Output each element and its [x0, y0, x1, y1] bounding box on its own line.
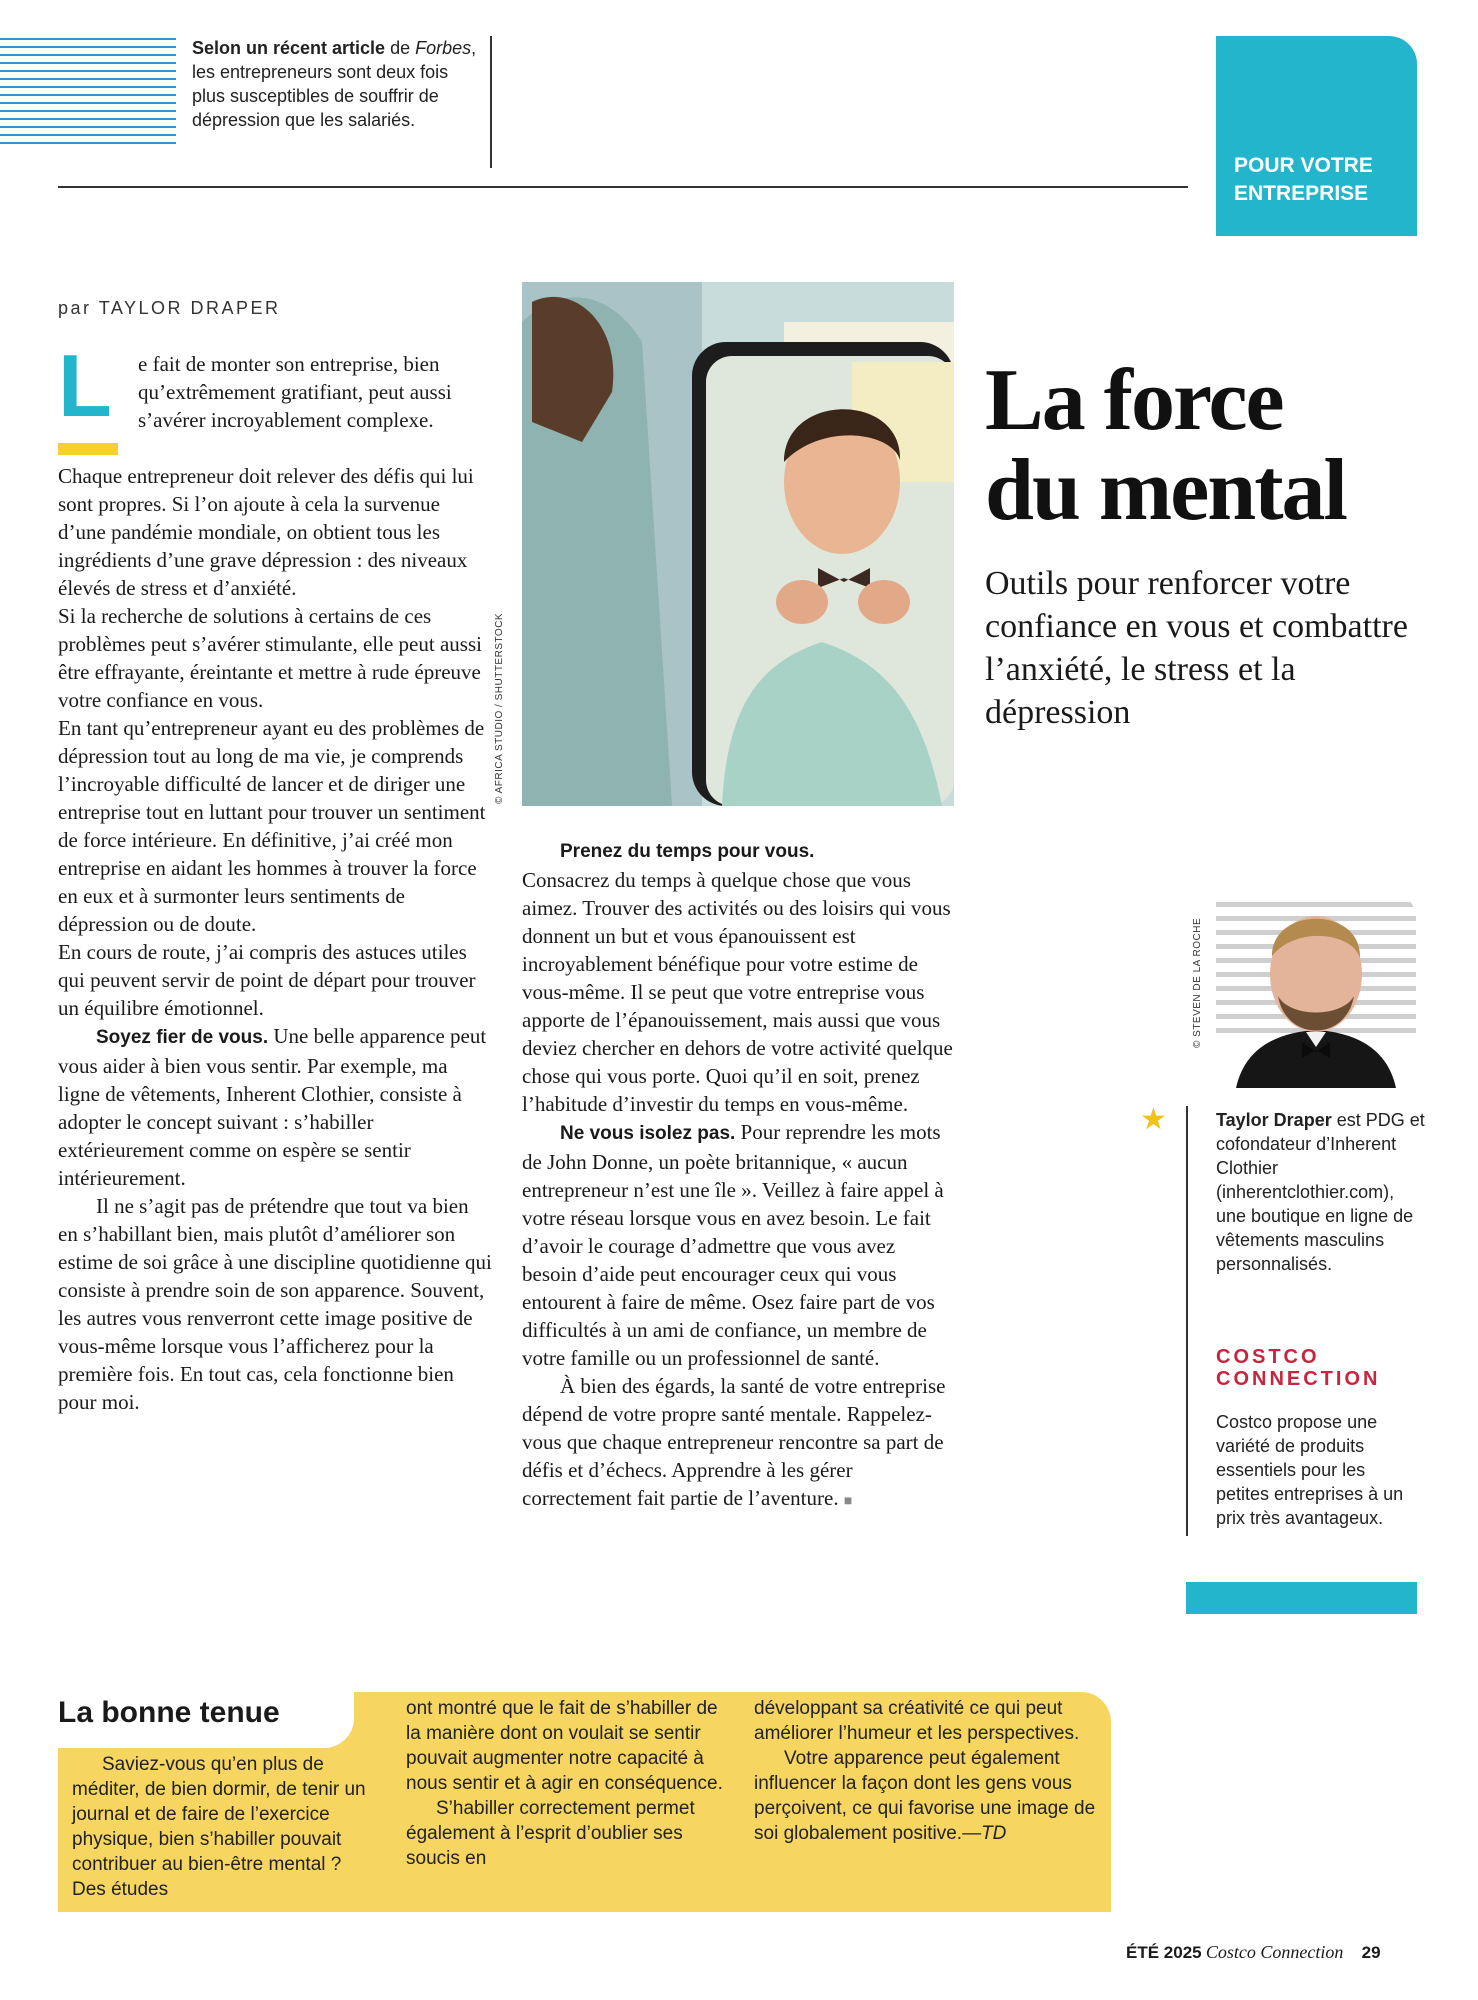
paragraph: Ne vous isolez pas. Pour reprendre les mots de John Donne, un poète britannique, « aucun entrepreneur n’est une île ». Veillez à faire appel à votre réseau lorsque vous en avez besoin. Le fait d’avoir le courage d’admettre que vous avez besoin d’aide peut encourager ceux qui vous entourent à faire de même. Osez faire part de vos difficultés à un ami de confiance, un membre de votre famille ou un professionnel de santé.	[522, 1120, 944, 1370]
page-number: 29	[1361, 1943, 1381, 1962]
article-photo	[522, 282, 954, 806]
costco-connection-text: Costco propose une variété de produits essentiels pour les petites entreprises à un prix très avantageux.	[1216, 1412, 1404, 1528]
magazine-name: Costco Connection	[1205, 1942, 1344, 1962]
signature: TD	[981, 1823, 1007, 1844]
issue-season: ÉTÉ 2025	[1126, 1943, 1202, 1962]
paragraph: Consacrez du temps à quelque chose que vous aimez. Trouver des activités ou des loisirs qui vous donnent un but et vous épanouissent est incroyablement bénéfique pour votre estime de vous-même. Il se peut que votre entreprise vous apporte de l’épanouissement, mais aussi que vous deviez chercher en dehors de votre activité quelque chose qui vous porte. Quoi qu’il en soit, prenez l’habitude d’investir du temps en vous-même.	[522, 868, 953, 1116]
tip-heading: Ne vous isolez pas.	[560, 1123, 736, 1144]
paragraph: En tant qu’entrepreneur ayant eu des problèmes de dépression tout au long de ma vie, je comprends l’incroyable difficulté de lancer et de diriger une entreprise tout en luttant pour trouver un sentiment de force intérieure. En définitive, j’ai créé mon entreprise en aidant les hommes à trouver la force en eux et à surmonter leurs sentiments de dépression ou de doute.	[58, 716, 486, 936]
end-mark: ■	[843, 1494, 853, 1509]
paragraph: En cours de route, j’ai compris des astuces utiles qui peuvent servir de point de départ pour trouver un équilibre émotionnel.	[58, 940, 476, 1020]
decorative-bar	[1186, 1582, 1417, 1614]
paragraph: ont montré que le fait de s’habiller de la manière dont on voulait se sentir pouvait augmenter notre capacité à nous sentir et à agir en conséquence.	[406, 1698, 723, 1794]
paragraph: Soyez fier de vous. Une belle apparence peut vous aider à bien vous sentir. Par exemple, ma ligne de vêtements, Inherent Clothier, consiste à adopter le concept suivant : s’habiller extérieurement comme on espère se sentir intérieurement.	[58, 1024, 487, 1190]
paragraph: Si la recherche de solutions à certains de ces problèmes peut s’avérer stimulante, elle peut aussi être effrayante, éreintante et mettre à rude épreuve votre confiance en vous.	[58, 604, 482, 712]
star-icon: ★	[1140, 1103, 1167, 1136]
article-column-1	[58, 462, 492, 1416]
author-portrait	[1216, 892, 1416, 1088]
section-tab-label: POUR VOTRE ENTREPRISE	[1234, 154, 1373, 205]
tip-heading: Soyez fier de vous.	[96, 1027, 269, 1048]
sidebar-title: La bonne tenue	[58, 1696, 280, 1729]
paragraph: À bien des égards, la santé de votre entreprise dépend de votre propre santé mentale. Rappelez-vous que chaque entrepreneur rencontre sa part de défis et d’échecs. Apprendre à les gérer correctement fait partie de l’aventure. ■	[522, 1374, 946, 1510]
divider	[58, 186, 1188, 188]
article-subtitle: Outils pour renforcer votre confiance en vous et combattre l’anxiété, le stress et la dépression	[985, 565, 1408, 731]
svg-text:L: L	[58, 350, 112, 420]
divider	[1186, 1106, 1188, 1536]
paragraph: S’habiller correctement permet également à l’esprit d’oublier ses soucis en	[406, 1798, 695, 1869]
dropcap-bar	[58, 443, 118, 455]
sidebar-column-3	[754, 1696, 1099, 1846]
author-name: Taylor Draper	[1216, 1110, 1332, 1130]
photo-credit: © AFRICA STUDIO / SHUTTERSTOCK	[494, 612, 505, 804]
article-title: La force du mental	[985, 352, 1346, 539]
paragraph: Chaque entrepreneur doit relever des défis qui lui sont propres. Si l’on ajoute à cela la survenue d’une pandémie mondiale, on obtient tous les ingrédients d’une grave dépression : des niveaux élevés de stress et d’anxiété.	[58, 464, 474, 600]
costco-connection-heading: COSTCO CONNECTION	[1216, 1346, 1381, 1390]
author-bio: Taylor Draper est PDG et cofondateur d’Inherent Clothier (inherentclothier.com), une boutique en ligne de vêtements masculins personnalisés.	[1216, 1110, 1425, 1274]
sidebar-column-2	[406, 1696, 736, 1871]
paragraph: Votre apparence peut également influencer la façon dont les gens vous perçoivent, ce qui favorise une image de soi globalement positive.—TD	[754, 1748, 1096, 1844]
paragraph: développant sa créativité ce qui peut améliorer l’humeur et les perspectives.	[754, 1698, 1080, 1744]
tip-heading: Prenez du temps pour vous.	[560, 841, 815, 862]
article-intro: e fait de monter son entreprise, bien qu’extrêmement gratifiant, peut aussi s’avérer incroyablement complexe.	[138, 352, 452, 432]
paragraph: Il ne s’agit pas de prétendre que tout va bien en s’habillant bien, mais plutôt d’améliorer son estime de soi grâce à une discipline quotidienne qui consiste à prendre soin de son apparence. Souvent, les autres vous renverront cette image positive de vous-même lorsque vous l’afficherez pour la première fois. En tout cas, cela fonctionne bien pour moi.	[58, 1194, 492, 1414]
decorative-lines	[0, 38, 176, 150]
paragraph	[522, 836, 954, 866]
sidebar-column-1	[72, 1752, 372, 1902]
article-column-2	[522, 836, 954, 1516]
page-footer	[1126, 1942, 1381, 1963]
pull-quote-callout: Selon un récent article de Forbes, les entrepreneurs sont deux fois plus susceptibles de souffrir de dépression que les salariés.	[192, 38, 477, 130]
portrait-credit: © STEVEN DE LA ROCHE	[1192, 917, 1203, 1048]
dropcap-letter	[58, 350, 116, 420]
byline: par TAYLOR DRAPER	[58, 298, 281, 318]
divider	[490, 36, 492, 168]
paragraph: Saviez-vous qu’en plus de méditer, de bien dormir, de tenir un journal et de faire de l’exercice physique, bien s’habiller pouvait contribuer au bien-être mental ? Des études	[72, 1754, 366, 1900]
